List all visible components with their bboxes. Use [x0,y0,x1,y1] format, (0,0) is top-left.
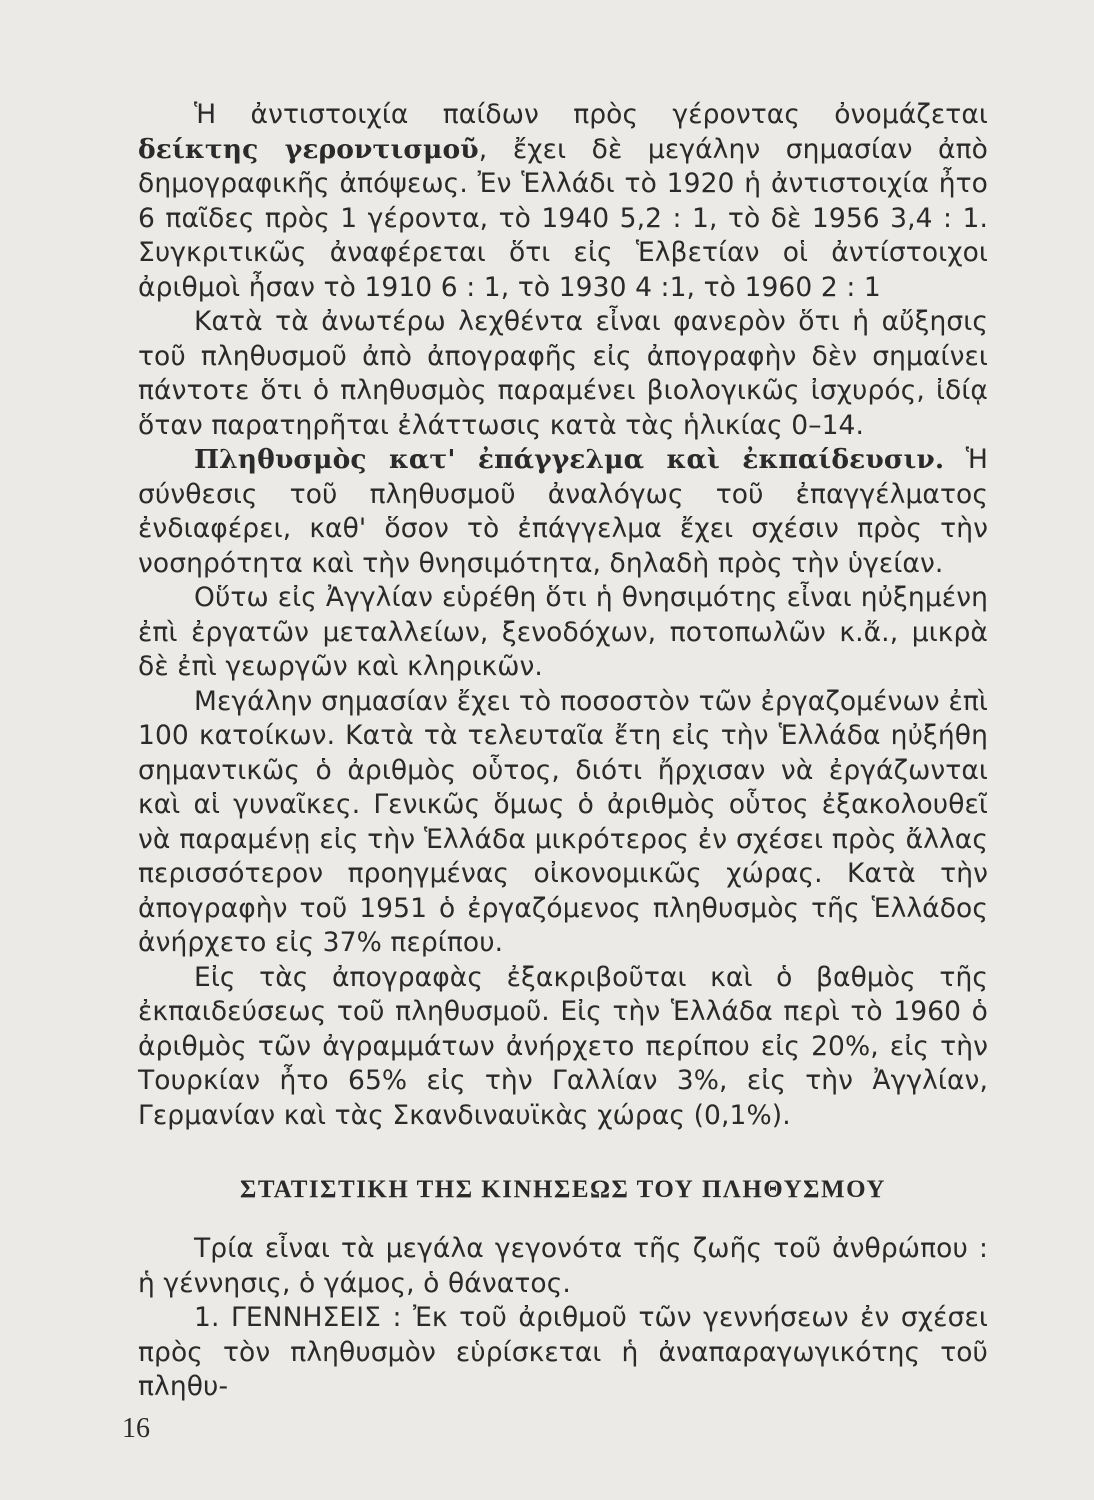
paragraph-population-growth: Κατὰ τὰ ἀνωτέρω λεχθέντα εἶναι φανερὸν ὅτι ἡ αὔξησις τοῦ πληθυσμοῦ ἀπὸ ἀπογραφῆς εἰς ἀπογραφὴν δὲν σημαίνει πάντοτε ὅτι ὁ πληθυσμὸς παραμένει βιολογικῶς ἰσχυρός, ἰδίᾳ ὅταν παρατηρῆται ἐλάττωσις κατὰ τὰς ἡλικίας 0–14. [138,306,988,441]
page-number: 16 [122,1413,150,1444]
body-text-top [138,98,988,1133]
paragraph-births: 1. ΓΕΝΝΗΣΕΙΣ : Ἐκ τοῦ ἀριθμοῦ τῶν γεννήσεων ἐν σχέσει πρὸς τὸν πληθυσμὸν εὑρίσκεται ἡ ἀναπαραγωγικότης τοῦ πληθυ- [138,1302,988,1402]
body-text-bottom [138,1232,988,1405]
term-aging-index: δείκτης γεροντισμοῦ [138,133,479,165]
paragraph-illiteracy: Εἰς τὰς ἀπογραφὰς ἐξακριβοῦται καὶ ὁ βαθμὸς τῆς ἐκπαιδεύσεως τοῦ πληθυσμοῦ. Εἰς τὴν Ἑλλάδα περὶ τὸ 1960 ὁ ἀριθμὸς τῶν ἀγραμμάτων ἀνήρχετο περίπου εἰς 20%, εἰς τὴν Τουρκίαν ἦτο 65% εἰς τὴν Γαλλίαν 3%, εἰς τὴν Ἀγγλίαν, Γερμανίαν καὶ τὰς Σκανδιναυϊκὰς χώρας (0,1%). [138,961,988,1131]
subheading-occupation-education: Πληθυσμὸς κατ' ἐπάγγελμα καὶ ἐκπαίδευσιν. [194,444,945,475]
section-heading: ΣΤΑΤΙΣΤΙΚΗ ΤΗΣ ΚΙΝΗΣΕΩΣ ΤΟΥ ΠΛΗΘΥΣΜΟΥ [240,1176,886,1203]
paragraph-england-mortality: Οὕτω εἰς Ἀγγλίαν εὑρέθη ὅτι ἡ θνησιμότης εἶναι ηὐξημένη ἐπὶ ἐργατῶν μεταλλείων, ξενοδόχων, ποτοπωλῶν κ.ἄ., μικρὰ δὲ ἐπὶ γεωργῶν καὶ κληρικῶν. [138,582,988,682]
paragraph-aging-index: Ἡ ἀντιστοιχία παίδων πρὸς γέροντας ὀνομάζεται δείκτης γεροντισμοῦ, ἔχει δὲ μεγάλην σημασίαν ἀπὸ δημογραφικῆς ἀπόψεως. Ἐν Ἑλλάδι τὸ 1920 ἡ ἀντιστοιχία ἦτο 6 παῖδες πρὸς 1 γέροντα, τὸ 1940 5,2 : 1, τὸ δὲ 1956 3,4 : 1. Συγκριτικῶς ἀναφέρεται ὅτι εἰς Ἑλβετίαν οἱ ἀντίστοιχοι ἀριθμοὶ ἦσαν τὸ 1910 6 : 1, τὸ 1930 4 :1, τὸ 1960 2 : 1 [138,99,988,303]
paragraph-occupation-education: Πληθυσμὸς κατ' ἐπάγγελμα καὶ ἐκπαίδευσιν. Ἡ σύνθεσις τοῦ πληθυσμοῦ ἀναλόγως τοῦ ἐπαγγέλματος ἐνδιαφέρει, καθ' ὅσον τὸ ἐπάγγελμα ἔχει σχέσιν πρὸς τὴν νοσηρότητα καὶ τὴν θνησιμότητα, δηλαδὴ πρὸς τὴν ὑγείαν. [138,444,989,579]
paragraph-life-events: Τρία εἶναι τὰ μεγάλα γεγονότα τῆς ζωῆς τοῦ ἀνθρώπου : ἡ γέννησις, ὁ γάμος, ὁ θάνατος. [138,1233,988,1299]
paragraph-working-population: Μεγάλην σημασίαν ἔχει τὸ ποσοστὸν τῶν ἐργαζομένων ἐπὶ 100 κατοίκων. Κατὰ τὰ τελευταῖα ἔτη εἰς τὴν Ἑλλάδα ηὐξήθη σημαντικῶς ὁ ἀριθμὸς οὗτος, διότι ἤρχισαν νὰ ἐργάζωνται καὶ αἱ γυναῖκες. Γενικῶς ὅμως ὁ ἀριθμὸς οὗτος ἐξακολουθεῖ νὰ παραμένῃ εἰς τὴν Ἑλλάδα μικρότερος ἐν σχέσει πρὸς ἄλλας περισσότερον προηγμένας οἰκονομικῶς χώρας. Κατὰ τὴν ἀπογραφὴν τοῦ 1951 ὁ ἐργαζόμενος πληθυσμὸς τῆς Ἑλλάδος ἀνήρχετο εἰς 37% περίπου. [138,685,988,958]
